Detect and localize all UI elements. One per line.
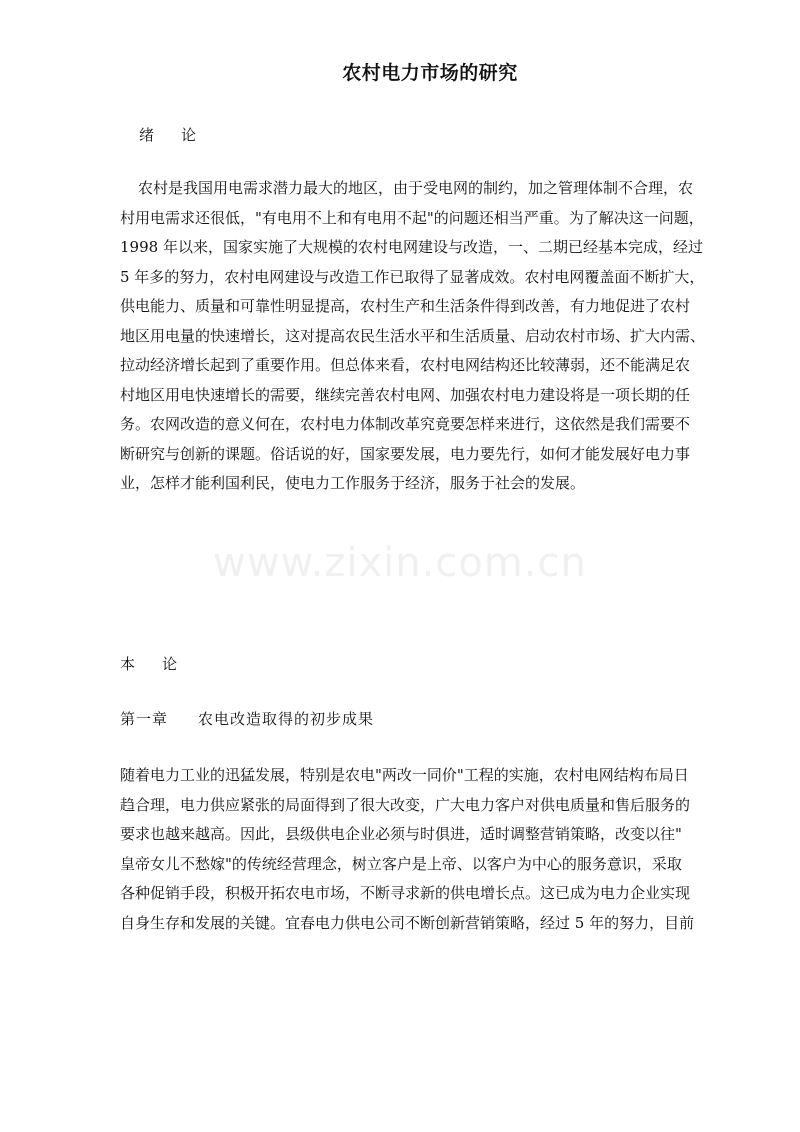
document-title: 农村电力市场的研究 [342, 62, 518, 84]
chapter-line: 要求也越来越高。因此，县级供电企业必须与时俱进，适时调整营销策略，改变以往" [120, 825, 682, 843]
intro-line: 断研究与创新的课题。俗话说的好，国家要发展，电力要先行，如何才能发展好电力事 [120, 444, 691, 463]
chapter-heading [120, 708, 374, 729]
chapter-number: 第一章 [120, 710, 169, 728]
intro-line: 农村是我国用电需求潜力最大的地区，由于受电网的制约，加之管理体制不合理，农 [138, 179, 694, 197]
intro-line: 地区用电量的快速增长，这对提高农民生活水平和生活质量、启动农村市场、扩大内需、 [120, 326, 706, 345]
intro-line: 供电能力、质量和可靠性明显提高，农村生产和生活条件得到改善，有力地促进了农村 [120, 297, 691, 315]
chapter-line: 随着电力工业的迅猛发展，特别是农电"两改一同价"工程的实施，农村电网结构布局日 [120, 766, 689, 784]
intro-heading-char-2: 论 [181, 126, 198, 144]
intro-line: 5 年多的努力，农村电网建设与改造工作已取得了显著成效。农村电网覆盖面不断扩大， [120, 267, 705, 286]
chapter-title: 农电改造取得的初步成果 [198, 710, 375, 728]
intro-heading [139, 124, 197, 145]
body-heading-char-2: 论 [162, 655, 179, 673]
intro-line: 拉动经济增长起到了重要作用。但总体来看，农村电网结构还比较薄弱，还不能满足农 [120, 356, 691, 374]
intro-line: 务。农网改造的意义何在，农村电力体制改革究竟要怎样来进行，这依然是我们需要不 [120, 415, 691, 433]
intro-line: 业，怎样才能利国利民，使电力工作服务于经济，服务于社会的发展。 [120, 474, 586, 492]
chapter-line: 趋合理，电力供应紧张的局面得到了很大改变，广大电力客户对供电质量和售后服务的 [120, 795, 691, 814]
watermark-text: www.zixin.com.cn [213, 540, 587, 586]
chapter-line: 自身生存和发展的关键。宜春电力供电公司不断创新营销策略，经过 5 年的努力，目前 [120, 913, 695, 932]
intro-line: 村地区用电快速增长的需要，继续完善农村电网、加强农村电力建设将是一项长期的任 [120, 385, 691, 404]
body-heading [120, 653, 178, 674]
chapter-line: 皇帝女儿不愁嫁"的传统经营理念，树立客户是上帝、以客户为中心的服务意识，采取 [120, 854, 682, 873]
intro-heading-char-1: 绪 [139, 126, 156, 144]
chapter-line: 各种促销手段，积极开拓农电市场，不断寻求新的供电增长点。这已成为电力企业实现 [120, 884, 691, 902]
intro-paragraph [120, 174, 740, 499]
intro-line: 村用电需求还很低，"有电用不上和有电用不起"的问题还相当严重。为了解决这一问题， [120, 208, 704, 227]
intro-line: 1998 年以来，国家实施了大规模的农村电网建设与改造，一、二期已经基本完成，经过 [120, 238, 703, 256]
body-heading-char-1: 本 [120, 655, 137, 673]
chapter-paragraph [120, 761, 740, 938]
